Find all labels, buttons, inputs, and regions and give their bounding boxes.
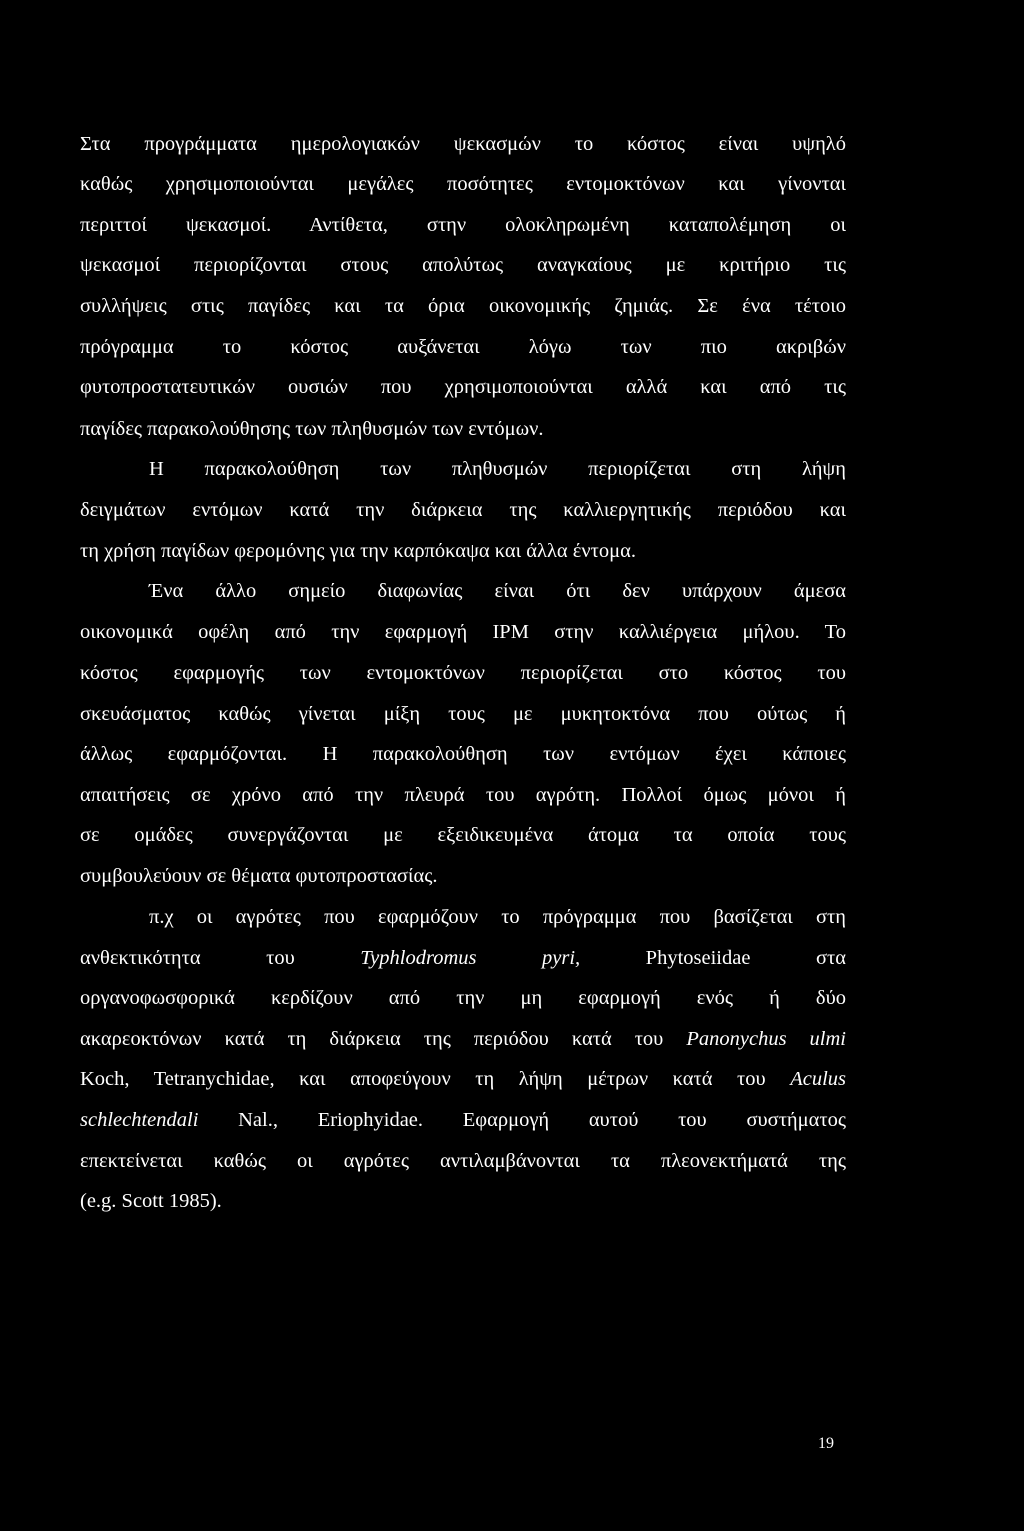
text-line — [80, 1026, 846, 1052]
line-segment: Koch, Tetranychidae, και αποφεύγουν τη λήψη μέτρων κατά του — [80, 1068, 791, 1090]
species-name: schlechtendali — [80, 1109, 199, 1131]
species-name: Aculus — [790, 1068, 846, 1090]
text-line: συμβουλεύουν σε θέματα φυτοπροστασίας. — [80, 865, 438, 887]
species-name: Typhlodromus pyri, — [360, 947, 581, 969]
text-line: οικονομικά οφέλη από την εφαρμογή IPM στην καλλιέργεια μήλου. Το — [80, 621, 846, 643]
text-line: επεκτείνεται καθώς οι αγρότες αντιλαμβάνονται τα πλεονεκτήματά της — [80, 1150, 846, 1172]
text-line — [80, 945, 846, 971]
text-line: σε ομάδες συνεργάζονται με εξειδικευμένα άτομα τα οποία τους — [80, 824, 846, 846]
text-line: καθώς χρησιμοποιούνται μεγάλες ποσότητες εντομοκτόνων και γίνονται — [80, 173, 846, 195]
text-line: Η παρακολούθηση των πληθυσμών περιορίζεται στη λήψη — [149, 458, 846, 480]
text-line: π.χ οι αγρότες που εφαρμόζουν το πρόγραμμα που βασίζεται στη — [149, 906, 846, 928]
text-line: παγίδες παρακολούθησης των πληθυσμών των εντόμων. — [80, 418, 544, 440]
text-line: συλλήψεις στις παγίδες και τα όρια οικονομικής ζημιάς. Σε ένα τέτοιο — [80, 295, 846, 317]
text-line: σκευάσματος καθώς γίνεται μίξη τους με μυκητοκτόνα που ούτως ή — [80, 703, 846, 725]
text-line: κόστος εφαρμογής των εντομοκτόνων περιορίζεται στο κόστος του — [80, 662, 846, 684]
text-line: (e.g. Scott 1985). — [80, 1190, 222, 1212]
text-line — [80, 1066, 846, 1092]
line-segment: Phytoseiidae στα — [580, 947, 847, 969]
text-line: Ένα άλλο σημείο διαφωνίας είναι ότι δεν υπάρχουν άμεσα — [149, 580, 846, 602]
text-line: τη χρήση παγίδων φερομόνης για την καρπόκαψα και άλλα έντομα. — [80, 540, 636, 562]
text-line: Στα προγράμματα ημερολογιακών ψεκασμών το κόστος είναι υψηλό — [80, 133, 846, 155]
text-line: πρόγραμμα το κόστος αυξάνεται λόγω των πιο ακριβών — [80, 336, 846, 358]
text-line — [80, 1107, 846, 1133]
page-number: 19 — [818, 1435, 834, 1452]
line-segment: Nal., Eriophyidae. Εφαρμογή αυτού του συστήματος — [198, 1109, 846, 1131]
text-line: ψεκασμοί περιορίζονται στους απολύτως αναγκαίους με κριτήριο τις — [80, 254, 846, 276]
text-line: οργανοφωσφορικά κερδίζουν από την μη εφαρμογή ενός ή δύο — [80, 987, 846, 1009]
line-segment: ανθεκτικότητα του — [80, 947, 361, 969]
text-line: απαιτήσεις σε χρόνο από την πλευρά του αγρότη. Πολλοί όμως μόνοι ή — [80, 784, 846, 806]
text-line: άλλως εφαρμόζονται. Η παρακολούθηση των εντόμων έχει κάποιες — [80, 743, 846, 765]
text-line: περιττοί ψεκασμοί. Αντίθετα, στην ολοκληρωμένη καταπολέμηση οι — [80, 214, 846, 236]
text-line: φυτοπροστατευτικών ουσιών που χρησιμοποιούνται αλλά και από τις — [80, 376, 846, 398]
text-line: δειγμάτων εντόμων κατά την διάρκεια της καλλιεργητικής περιόδου και — [80, 499, 846, 521]
species-name: Panonychus ulmi — [686, 1028, 846, 1050]
line-segment: ακαρεοκτόνων κατά τη διάρκεια της περιόδου κατά του — [80, 1028, 687, 1050]
